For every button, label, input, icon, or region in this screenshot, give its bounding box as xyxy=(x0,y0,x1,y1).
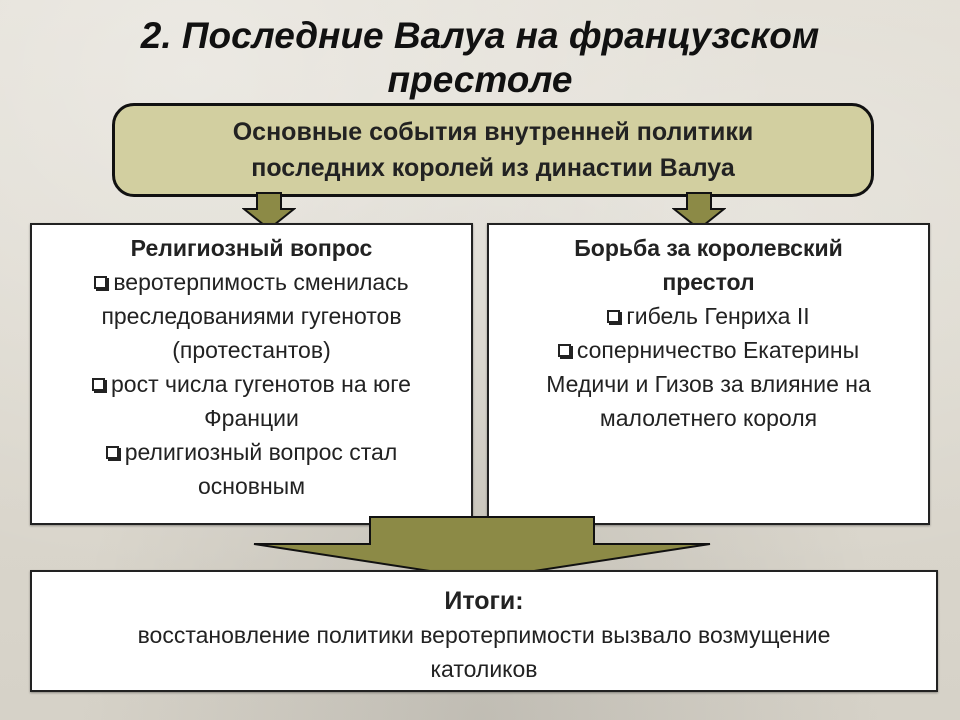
slide-title-line-2: престоле xyxy=(387,59,573,100)
throne-item-1-line-1: гибель Генриха II xyxy=(626,303,810,329)
throne-struggle-panel xyxy=(487,223,930,525)
throne-struggle-heading-line-2: престол xyxy=(662,269,755,295)
results-heading: Итоги: xyxy=(444,587,524,615)
checkbox-bullet-icon xyxy=(106,446,119,459)
checkbox-bullet-icon xyxy=(607,310,620,323)
throne-item-2-line-2: Медичи и Гизов за влияние на xyxy=(546,371,871,397)
checkbox-bullet-icon xyxy=(558,344,571,357)
religious-item-2-line-1: рост числа гугенотов на юге xyxy=(111,371,411,397)
results-line-1: восстановление политики веротерпимости вызвало возмущение xyxy=(137,622,831,648)
results-line-2: католиков xyxy=(430,656,538,682)
religious-item-3 xyxy=(32,435,471,503)
religious-item-1 xyxy=(32,265,471,367)
checkbox-bullet-icon xyxy=(94,276,107,289)
main-events-line-1: Основные события внутренней политики xyxy=(232,118,754,146)
throne-struggle-heading-line-1: Борьба за королевский xyxy=(574,235,843,261)
religious-question-heading: Религиозный вопрос xyxy=(130,235,373,261)
religious-item-1-line-1: веротерпимость сменилась xyxy=(113,269,409,295)
throne-item-2-line-3: малолетнего короля xyxy=(599,405,818,431)
slide-title xyxy=(40,14,920,102)
throne-struggle-heading xyxy=(489,231,928,299)
religious-item-3-line-1: религиозный вопрос стал xyxy=(124,439,398,465)
religious-item-2-line-2: Франции xyxy=(204,405,299,431)
slide-title-line-1: 2. Последние Валуа на французском xyxy=(140,15,820,56)
religious-item-2 xyxy=(32,367,471,435)
throne-item-2 xyxy=(489,333,928,435)
main-events-line-2: последних королей из династии Валуа xyxy=(251,154,735,182)
religious-item-3-line-2: основным xyxy=(197,473,306,499)
throne-item-1 xyxy=(489,299,928,333)
religious-question-panel xyxy=(30,223,473,525)
main-events-box xyxy=(112,103,874,197)
throne-item-2-line-1: соперничество Екатерины xyxy=(576,337,860,363)
religious-item-1-line-3: (протестантов) xyxy=(172,337,331,363)
checkbox-bullet-icon xyxy=(92,378,105,391)
religious-item-1-line-2: преследованиями гугенотов xyxy=(101,303,402,329)
results-box xyxy=(30,570,938,692)
